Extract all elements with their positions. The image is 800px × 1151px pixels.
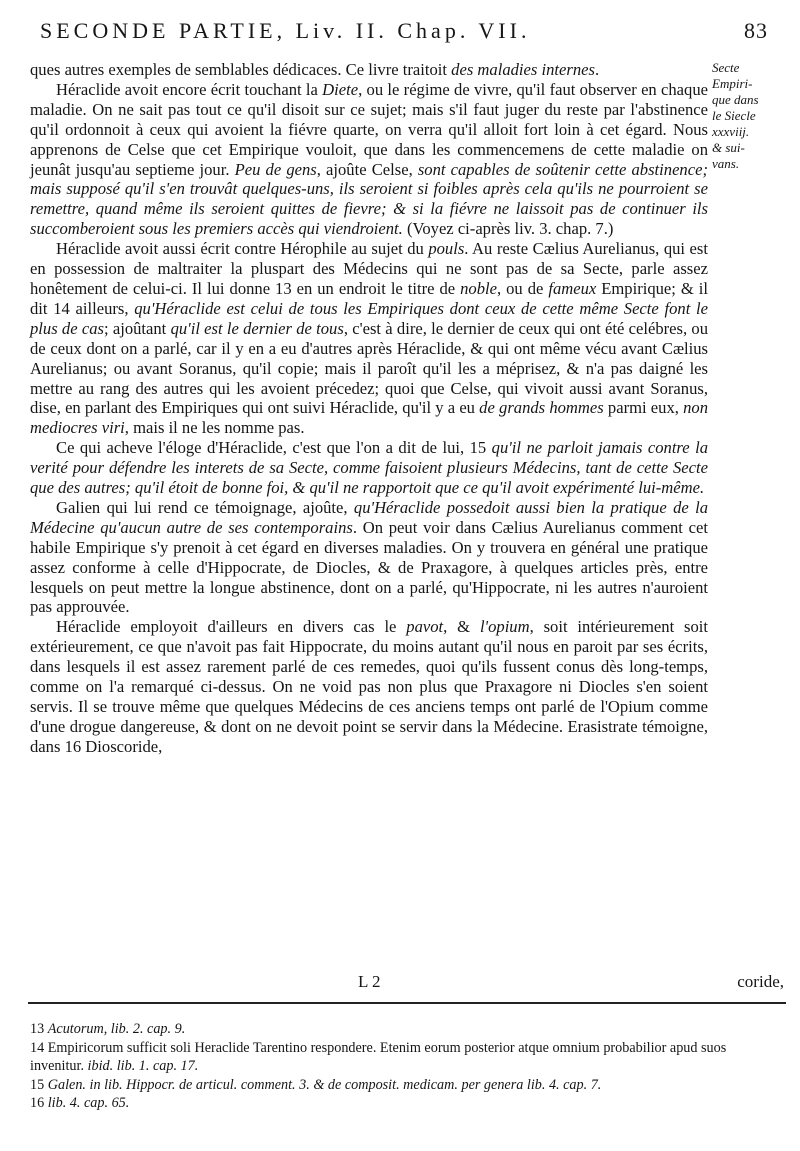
margin-note-line: Secte (712, 60, 740, 75)
margin-note-line: Empiri- (712, 76, 753, 91)
italic-run: non mediocres viri (30, 398, 708, 438)
italic-run: lib. 4. cap. 65. (47, 1095, 130, 1111)
text-run: Ce qui acheve l'éloge d'Héraclide, c'est que l'on a dit de lui, 15 (56, 438, 492, 458)
paragraph (30, 239, 708, 438)
margin-note-line: vans. (712, 156, 740, 171)
text-run: , mais il ne les nomme pas. (124, 418, 305, 438)
italic-run: Galen. in lib. Hippocr. de articul. comment. 3. & de composit. medicam. per genera lib. 4. cap. 7. (47, 1076, 602, 1093)
italic-run: qu'Héraclide possedoit aussi bien la pratique de la Médecine qu'aucun autre de ses contemporains (30, 497, 708, 537)
footnote (30, 1094, 778, 1113)
text-run: . (594, 60, 600, 79)
footnotes (30, 1020, 778, 1113)
text-run: 16 (30, 1095, 48, 1111)
margin-note-line: & sui- (712, 140, 745, 155)
footnote (30, 1076, 778, 1095)
text-run: parmi eux, (603, 398, 684, 418)
italic-run: pouls (428, 239, 465, 259)
text-run: , c'est à dire, le dernier de ceux qui ont été celébres, ou de ceux dont on a parlé, car il y en a eu d'autres après Héraclide, & qui ont même vécu avant Cælius Aurelianus; ou avant Soranus, qu'il copie; mais il paroît qu'il les a méprisez, & n'a pas daigné les mettre au rang des autres qui les avoient précedez; quoi que Celse, qui vivoit aussi avant Soranus, dise, en parlant des Empiriques qui ont suivi Héraclide, qu'il y a eu (30, 318, 709, 418)
text-run: ques autres exemples de semblables dédicaces. Ce livre traitoit (30, 60, 452, 79)
italic-run: qu'Héraclide est celui de tous les Empiriques dont ceux de cette même Secte font le plus de cas (30, 298, 708, 338)
italic-run: qu'il est le dernier de tous (170, 318, 344, 338)
italic-run: sont capables de soûtenir cette abstinence; mais supposé qu'il s'en trouvât quelques-uns, ils seroient si foibles après cela qu'ils ne pourroient se remettre, quand même ils seroient quittes de fievre; & si la fiévre ne laissoit pas de continuer ils succomberoient sous les premiers accès qui viendroient. (30, 159, 708, 239)
italic-run: noble (460, 278, 497, 298)
margin-note (712, 60, 792, 172)
text-run: , soit intérieurement soit extérieurement, ce que n'avoit pas fait Hippocrate, du moins autant qu'il nous en paroit par ses écrits, dans lesquels il est assez rarement parlé de ces remedes, quoi qu'ils fussent conus dès long-temps, comme on l'a remarqué ci-dessus. On ne void pas non plus que Praxagore ni Diocles s'en soient servis. Il se trouve même que quelques Médecins de ces anciens temps ont parlé de l'Opium comme d'une drogue dangereuse, & dont on ne devoit point se servir dans la Médecine. Erasistrate témoigne, dans 16 Dioscoride, (30, 617, 709, 756)
paragraph (30, 60, 708, 80)
paragraph (30, 617, 708, 756)
text-run: 15 (30, 1076, 48, 1093)
text-run: Empirique; & il dit 14 ailleurs, (30, 278, 708, 318)
paragraph (30, 80, 708, 239)
text-run: . On peut voir dans Cælius Aurelianus comment cet habile Empirique s'y prenoit à cet égard en diverses maladies. On y trouvera en général une pratique assez conforme à celle d'Hippocrate, de Diocles, & de Praxagore, à quelques articles près, entre lesquels on peut mettre la longue abstinence, dont on a parlé, qu'Hippocrate, ni les autres n'auroient pas approuvée. (30, 517, 708, 617)
text-run: Héraclide avoit encore écrit touchant la (56, 79, 323, 99)
running-header (40, 18, 768, 44)
signature-mark: L 2 (358, 972, 381, 991)
body-text (30, 60, 708, 757)
margin-note-line: que dans (712, 92, 759, 107)
italic-run: fameux (548, 278, 597, 298)
footnote (30, 1020, 778, 1039)
italic-run: de grands hommes (479, 398, 604, 418)
text-run: , ou de (497, 278, 549, 298)
italic-run: l'opium (479, 617, 530, 637)
catchword: coride, (737, 972, 784, 991)
text-run: Héraclide employoit d'ailleurs en divers cas le (56, 617, 407, 637)
text-run: Galien qui lui rend ce témoignage, ajoûte, (56, 497, 354, 517)
text-run: ; ajoûtant (103, 318, 171, 338)
italic-run: qu'il ne parloit jamais contre la verité pour défendre les interets de sa Secte, comme faisoient plusieurs Médecins, tant de cette Secte que des autres; qu'il étoit de bonne foi, & qu'il ne rapportoit que ce qu'il avoit expérimenté lui-même. (30, 438, 708, 498)
italic-run: des maladies internes (451, 60, 595, 79)
text-run: , & (443, 617, 480, 637)
margin-note-line: le Siecle (712, 108, 756, 123)
footnote (30, 1039, 778, 1076)
text-run: . Au reste Cælius Aurelianus, qui est en possession de maltraiter la pluspart des Médecins qui ne sont pas de sa Secte, parle assez honêtement de celui-ci. Il lui donne 13 en un endroit le titre de (30, 239, 708, 298)
margin-note-line: xxxviij. (712, 124, 750, 139)
text-run: Héraclide avoit aussi écrit contre Hérophile au sujet du (56, 239, 429, 259)
italic-run: ibid. lib. 1. cap. 17. (87, 1058, 199, 1074)
text-run: , ajoûte Celse, (316, 159, 418, 179)
running-title: SECONDE PARTIE, Liv. II. Chap. VII. (40, 18, 531, 43)
page-number: 83 (744, 18, 768, 43)
footnote-rule (28, 1002, 786, 1004)
paragraph (30, 498, 708, 617)
italic-run: Acutorum, lib. 2. cap. 9. (47, 1021, 186, 1037)
paragraph (30, 438, 708, 498)
text-run: 14 Empiricorum sufficit soli Heraclide Tarentino respondere. Etenim eorum posterior atque omnium probabilior apud suos invenitur. (30, 1039, 727, 1074)
italic-run: Peu de gens (234, 159, 317, 179)
text-run: , ou le régime de vivre, qu'il faut observer en chaque maladie. On ne sait pas tout ce qu'il disoit sur ce sujet; mais s'il faut juger du reste par l'abstinence qu'il ordonnoit à ceux qui avoient la fiévre quarte, on verra qu'il alloit fort loin à cet égard. Nous apprenons de Celse que cet Empirique vouloit, que dans les commencemens de cette maladie on jeunât jusqu'au septieme jour. (30, 79, 708, 179)
italic-run: pavot (406, 617, 444, 637)
text-run: (Voyez ci-après liv. 3. chap. 7.) (402, 219, 614, 239)
text-run: 13 (30, 1021, 48, 1037)
italic-run: Diete (322, 79, 359, 99)
